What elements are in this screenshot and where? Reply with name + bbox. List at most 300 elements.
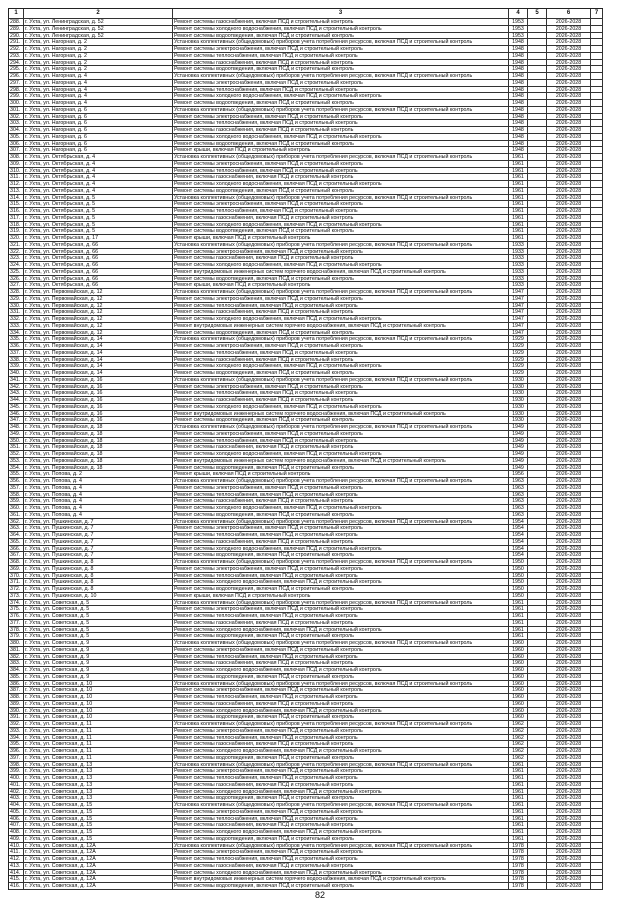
empty-cell <box>591 687 603 693</box>
period-cell: 2026-2028 <box>547 849 591 855</box>
work-cell: Ремонт системы водоотведения, включая ПСД и строительный контроль <box>173 836 509 842</box>
empty-cell <box>528 93 547 99</box>
period-cell: 2026-2028 <box>547 492 591 498</box>
table-row <box>9 289 603 296</box>
year-cell: 1960 <box>509 708 528 714</box>
table-row <box>9 114 603 121</box>
work-cell: Ремонт системы газоснабжения, включая ПСД и строительный контроль <box>173 19 509 25</box>
empty-cell <box>528 822 547 828</box>
empty-cell <box>528 242 547 248</box>
row-number: 289. <box>9 26 24 32</box>
table-row <box>9 566 603 573</box>
year-cell: 1961 <box>509 174 528 180</box>
address-cell: г. Ухта, ул. Нагорная, д. 4 <box>24 100 173 106</box>
period-cell: 2026-2028 <box>547 620 591 626</box>
empty-cell <box>591 147 603 153</box>
work-cell: Установка коллективных (общедомовых) приборов учета потребления ресурсов, включая ПСД и строительный контроль <box>173 73 509 79</box>
period-cell: 2026-2028 <box>547 748 591 754</box>
row-number: 414. <box>9 870 24 876</box>
work-cell: Ремонт системы теплоснабжения, включая ПСД и строительный контроль <box>173 303 509 309</box>
empty-cell <box>528 350 547 356</box>
address-cell: г. Ухта, ул. Попова, д. 4 <box>24 492 173 498</box>
empty-cell <box>591 856 603 862</box>
year-cell: 1933 <box>509 269 528 275</box>
empty-cell <box>528 606 547 612</box>
empty-cell <box>528 309 547 315</box>
empty-cell <box>591 60 603 66</box>
year-cell: 1961 <box>509 606 528 612</box>
table-row <box>9 303 603 310</box>
year-cell: 1961 <box>509 816 528 822</box>
work-cell: Ремонт системы водоотведения, включая ПСД и строительный контроль <box>173 100 509 106</box>
empty-cell <box>528 863 547 869</box>
row-number: 388. <box>9 694 24 700</box>
year-cell: 1961 <box>509 228 528 234</box>
work-cell: Ремонт системы газоснабжения, включая ПСД и строительный контроль <box>173 397 509 403</box>
row-number: 324. <box>9 262 24 268</box>
empty-cell <box>528 377 547 383</box>
empty-cell <box>591 876 603 882</box>
address-cell: г. Ухта, ул. Октябрьская, д. 66 <box>24 249 173 255</box>
row-number: 328. <box>9 289 24 295</box>
work-cell: Ремонт системы водоотведения, включая ПСД и строительный контроль <box>173 552 509 558</box>
empty-cell <box>591 161 603 167</box>
period-cell: 2026-2028 <box>547 478 591 484</box>
table-row <box>9 755 603 762</box>
work-cell: Ремонт системы электроснабжения, включая ПСД и строительный контроль <box>173 525 509 531</box>
period-cell: 2026-2028 <box>547 390 591 396</box>
row-number: 385. <box>9 674 24 680</box>
work-cell: Ремонт системы холодного водоснабжения, включая ПСД и строительный контроль <box>173 134 509 140</box>
table-row <box>9 802 603 809</box>
year-cell: 1963 <box>509 485 528 491</box>
empty-cell <box>528 262 547 268</box>
empty-cell <box>528 559 547 565</box>
work-cell: Установка коллективных (общедомовых) приборов учета потребления ресурсов, включая ПСД и строительный контроль <box>173 559 509 565</box>
table-row <box>9 161 603 168</box>
address-cell: г. Ухта, ул. Советская, д. 5 <box>24 620 173 626</box>
table-row <box>9 795 603 802</box>
year-cell: 1948 <box>509 39 528 45</box>
work-cell: Ремонт системы газоснабжения, включая ПСД и строительный контроль <box>173 215 509 221</box>
address-cell: г. Ухта, ул. Октябрьская, д. 66 <box>24 276 173 282</box>
year-cell: 1954 <box>509 519 528 525</box>
empty-cell <box>591 681 603 687</box>
table-row <box>9 269 603 276</box>
table-row <box>9 377 603 384</box>
work-cell: Ремонт системы холодного водоснабжения, включая ПСД и строительный контроль <box>173 748 509 754</box>
row-number: 317. <box>9 215 24 221</box>
table-row <box>9 660 603 667</box>
empty-cell <box>591 829 603 835</box>
work-cell: Ремонт системы электроснабжения, включая ПСД и строительный контроль <box>173 809 509 815</box>
period-cell: 2026-2028 <box>547 255 591 261</box>
empty-cell <box>528 417 547 423</box>
row-number: 291. <box>9 39 24 45</box>
year-cell: 1978 <box>509 870 528 876</box>
address-cell: г. Ухта, ул. Пушкинская, д. 7 <box>24 532 173 538</box>
period-cell: 2026-2028 <box>547 66 591 72</box>
period-cell: 2026-2028 <box>547 26 591 32</box>
year-cell: 1960 <box>509 654 528 660</box>
address-cell: г. Ухта, ул. Октябрьская, д. 5 <box>24 215 173 221</box>
empty-cell <box>528 681 547 687</box>
empty-cell <box>528 411 547 417</box>
period-cell: 2026-2028 <box>547 465 591 471</box>
table-row <box>9 552 603 559</box>
empty-cell <box>591 201 603 207</box>
empty-cell <box>528 282 547 288</box>
table-row <box>9 147 603 154</box>
empty-cell <box>528 870 547 876</box>
empty-cell <box>591 323 603 329</box>
row-number: 329. <box>9 296 24 302</box>
row-number: 378. <box>9 627 24 633</box>
address-cell: г. Ухта, ул. Советская, д. 15 <box>24 829 173 835</box>
period-cell: 2026-2028 <box>547 647 591 653</box>
empty-cell <box>591 633 603 639</box>
address-cell: г. Ухта, ул. Советская, д. 11 <box>24 748 173 754</box>
work-cell: Ремонт крыши, включая ПСД и строительный контроль <box>173 147 509 153</box>
empty-cell <box>528 208 547 214</box>
table-row <box>9 154 603 161</box>
year-cell: 1929 <box>509 336 528 342</box>
work-cell: Ремонт системы холодного водоснабжения, включая ПСД и строительный контроль <box>173 505 509 511</box>
period-cell: 2026-2028 <box>547 627 591 633</box>
empty-cell <box>528 147 547 153</box>
row-number: 344. <box>9 397 24 403</box>
empty-cell <box>528 73 547 79</box>
row-number: 356. <box>9 478 24 484</box>
period-cell: 2026-2028 <box>547 215 591 221</box>
period-cell: 2026-2028 <box>547 188 591 194</box>
work-cell: Ремонт системы газоснабжения, включая ПСД и строительный контроль <box>173 127 509 133</box>
table-row <box>9 141 603 148</box>
year-cell: 1948 <box>509 120 528 126</box>
row-number: 363. <box>9 525 24 531</box>
period-cell: 2026-2028 <box>547 485 591 491</box>
work-cell: Ремонт системы газоснабжения, включая ПСД и строительный контроль <box>173 620 509 626</box>
work-cell: Ремонт системы водоотведения, включая ПСД и строительный контроль <box>173 586 509 592</box>
year-cell: 1930 <box>509 377 528 383</box>
year-cell: 1947 <box>509 316 528 322</box>
empty-cell <box>528 26 547 32</box>
empty-cell <box>591 674 603 680</box>
table-row <box>9 26 603 33</box>
table-row <box>9 262 603 269</box>
address-cell: г. Ухта, ул. Нагорная, д. 6 <box>24 147 173 153</box>
empty-cell <box>528 168 547 174</box>
year-cell: 1961 <box>509 789 528 795</box>
empty-cell <box>591 107 603 113</box>
row-number: 406. <box>9 816 24 822</box>
work-cell: Ремонт системы электроснабжения, включая ПСД и строительный контроль <box>173 114 509 120</box>
period-cell: 2026-2028 <box>547 87 591 93</box>
empty-cell <box>591 755 603 761</box>
year-cell: 1949 <box>509 444 528 450</box>
row-number: 374. <box>9 600 24 606</box>
empty-cell <box>528 39 547 45</box>
table-row <box>9 458 603 465</box>
empty-cell <box>528 249 547 255</box>
address-cell: г. Ухта, ул. Октябрьская, д. 4 <box>24 168 173 174</box>
table-row <box>9 640 603 647</box>
table-row <box>9 620 603 627</box>
address-cell: г. Ухта, ул. Первомайская, д. 12 <box>24 289 173 295</box>
year-cell: 1963 <box>509 505 528 511</box>
empty-cell <box>591 87 603 93</box>
row-number: 355. <box>9 471 24 477</box>
address-cell: г. Ухта, ул. Пушкинская, д. 7 <box>24 546 173 552</box>
empty-cell <box>528 431 547 437</box>
row-number: 360. <box>9 505 24 511</box>
work-cell: Ремонт системы электроснабжения, включая ПСД и строительный контроль <box>173 296 509 302</box>
work-cell: Установка коллективных (общедомовых) приборов учета потребления ресурсов, включая ПСД и строительный контроль <box>173 843 509 849</box>
table-row <box>9 323 603 330</box>
row-number: 333. <box>9 323 24 329</box>
empty-cell <box>528 276 547 282</box>
period-cell: 2026-2028 <box>547 593 591 599</box>
year-cell: 1960 <box>509 667 528 673</box>
address-cell: г. Ухта, ул. Октябрьская, д. 4 <box>24 188 173 194</box>
address-cell: г. Ухта, ул. Советская, д. 10 <box>24 687 173 693</box>
empty-cell <box>591 249 603 255</box>
empty-cell <box>528 195 547 201</box>
year-cell: 1949 <box>509 451 528 457</box>
column-header-3: 3 <box>173 9 509 18</box>
empty-cell <box>591 262 603 268</box>
repair-schedule-table <box>8 8 603 890</box>
empty-cell <box>591 559 603 565</box>
table-row <box>9 249 603 256</box>
period-cell: 2026-2028 <box>547 870 591 876</box>
work-cell: Ремонт системы электроснабжения, включая ПСД и строительный контроль <box>173 485 509 491</box>
work-cell: Установка коллективных (общедомовых) приборов учета потребления ресурсов, включая ПСД и строительный контроль <box>173 336 509 342</box>
address-cell: г. Ухта, ул. Первомайская, д. 16 <box>24 377 173 383</box>
empty-cell <box>591 66 603 72</box>
period-cell: 2026-2028 <box>547 755 591 761</box>
column-header-1: 1 <box>9 9 24 18</box>
work-cell: Ремонт крыши, включая ПСД и строительный контроль <box>173 593 509 599</box>
period-cell: 2026-2028 <box>547 802 591 808</box>
empty-cell <box>528 141 547 147</box>
table-row <box>9 829 603 836</box>
year-cell: 1948 <box>509 53 528 59</box>
row-number: 311. <box>9 174 24 180</box>
table-row <box>9 593 603 600</box>
work-cell: Ремонт крыши, включая ПСД и строительный контроль <box>173 235 509 241</box>
work-cell: Ремонт системы электроснабжения, включая ПСД и строительный контроль <box>173 566 509 572</box>
work-cell: Ремонт системы электроснабжения, включая ПСД и строительный контроль <box>173 249 509 255</box>
empty-cell <box>591 390 603 396</box>
empty-cell <box>591 235 603 241</box>
year-cell: 1950 <box>509 586 528 592</box>
row-number: 372. <box>9 586 24 592</box>
row-number: 321. <box>9 242 24 248</box>
work-cell: Ремонт системы холодного водоснабжения, включая ПСД и строительный контроль <box>173 789 509 795</box>
empty-cell <box>591 343 603 349</box>
period-cell: 2026-2028 <box>547 262 591 268</box>
table-row <box>9 181 603 188</box>
table-row <box>9 809 603 816</box>
year-cell: 1950 <box>509 573 528 579</box>
table-row <box>9 748 603 755</box>
table-row <box>9 127 603 134</box>
empty-cell <box>528 100 547 106</box>
empty-cell <box>528 721 547 727</box>
year-cell: 1961 <box>509 627 528 633</box>
row-number: 292. <box>9 46 24 52</box>
year-cell: 1960 <box>509 640 528 646</box>
empty-cell <box>591 600 603 606</box>
empty-cell <box>591 451 603 457</box>
address-cell: г. Ухта, ул. Первомайская, д. 14 <box>24 363 173 369</box>
empty-cell <box>591 606 603 612</box>
address-cell: г. Ухта, ул. Первомайская, д. 16 <box>24 404 173 410</box>
empty-cell <box>591 438 603 444</box>
empty-cell <box>528 573 547 579</box>
year-cell: 1949 <box>509 438 528 444</box>
empty-cell <box>528 512 547 518</box>
empty-cell <box>528 735 547 741</box>
period-cell: 2026-2028 <box>547 114 591 120</box>
row-number: 387. <box>9 687 24 693</box>
table-row <box>9 701 603 708</box>
empty-cell <box>528 478 547 484</box>
year-cell: 1933 <box>509 276 528 282</box>
period-cell: 2026-2028 <box>547 721 591 727</box>
row-number: 395. <box>9 741 24 747</box>
empty-cell <box>528 775 547 781</box>
empty-cell <box>528 539 547 545</box>
year-cell: 1961 <box>509 822 528 828</box>
address-cell: г. Ухта, ул. Пушкинская, д. 7 <box>24 552 173 558</box>
table-row <box>9 876 603 883</box>
period-cell: 2026-2028 <box>547 471 591 477</box>
empty-cell <box>528 600 547 606</box>
work-cell: Ремонт системы газоснабжения, включая ПСД и строительный контроль <box>173 444 509 450</box>
table-row <box>9 863 603 870</box>
row-number: 302. <box>9 114 24 120</box>
period-cell: 2026-2028 <box>547 667 591 673</box>
year-cell: 1962 <box>509 735 528 741</box>
table-row <box>9 546 603 553</box>
work-cell: Ремонт системы газоснабжения, включая ПСД и строительный контроль <box>173 60 509 66</box>
address-cell: г. Ухта, ул. Советская, д. 9 <box>24 674 173 680</box>
table-row <box>9 350 603 357</box>
period-cell: 2026-2028 <box>547 674 591 680</box>
work-cell: Ремонт системы холодного водоснабжения, включая ПСД и строительный контроль <box>173 667 509 673</box>
year-cell: 1950 <box>509 579 528 585</box>
period-cell: 2026-2028 <box>547 343 591 349</box>
empty-cell <box>591 735 603 741</box>
period-cell: 2026-2028 <box>547 444 591 450</box>
row-number: 342. <box>9 384 24 390</box>
period-cell: 2026-2028 <box>547 816 591 822</box>
row-number: 393. <box>9 728 24 734</box>
period-cell: 2026-2028 <box>547 222 591 228</box>
table-row <box>9 438 603 445</box>
empty-cell <box>528 633 547 639</box>
work-cell: Ремонт системы холодного водоснабжения, включая ПСД и строительный контроль <box>173 93 509 99</box>
empty-cell <box>591 654 603 660</box>
row-number: 358. <box>9 492 24 498</box>
empty-cell <box>591 836 603 842</box>
table-row <box>9 168 603 175</box>
row-number: 310. <box>9 168 24 174</box>
empty-cell <box>528 647 547 653</box>
year-cell: 1961 <box>509 222 528 228</box>
table-row <box>9 633 603 640</box>
empty-cell <box>528 694 547 700</box>
period-cell: 2026-2028 <box>547 161 591 167</box>
work-cell: Ремонт системы холодного водоснабжения, включая ПСД и строительный контроль <box>173 26 509 32</box>
row-number: 312. <box>9 181 24 187</box>
address-cell: г. Ухта, ул. Первомайская, д. 12 <box>24 323 173 329</box>
period-cell: 2026-2028 <box>547 546 591 552</box>
work-cell: Ремонт крыши, включая ПСД и строительный контроль <box>173 471 509 477</box>
address-cell: г. Ухта, ул. Первомайская, д. 18 <box>24 451 173 457</box>
year-cell: 1978 <box>509 876 528 882</box>
row-number: 361. <box>9 512 24 518</box>
empty-cell <box>528 728 547 734</box>
address-cell: г. Ухта, ул. Нагорная, д. 6 <box>24 141 173 147</box>
table-row <box>9 667 603 674</box>
year-cell: 1953 <box>509 26 528 32</box>
empty-cell <box>591 444 603 450</box>
period-cell: 2026-2028 <box>547 829 591 835</box>
address-cell: г. Ухта, ул. Советская, д. 5 <box>24 613 173 619</box>
address-cell: г. Ухта, ул. Октябрьская, д. 66 <box>24 242 173 248</box>
year-cell: 1930 <box>509 404 528 410</box>
year-cell: 1930 <box>509 397 528 403</box>
work-cell: Установка коллективных (общедомовых) приборов учета потребления ресурсов, включая ПСД и строительный контроль <box>173 39 509 45</box>
empty-cell <box>528 519 547 525</box>
row-number: 375. <box>9 606 24 612</box>
year-cell: 1949 <box>509 424 528 430</box>
empty-cell <box>528 667 547 673</box>
period-cell: 2026-2028 <box>547 660 591 666</box>
empty-cell <box>591 741 603 747</box>
period-cell: 2026-2028 <box>547 80 591 86</box>
empty-cell <box>591 53 603 59</box>
empty-cell <box>528 505 547 511</box>
period-cell: 2026-2028 <box>547 640 591 646</box>
empty-cell <box>528 154 547 160</box>
row-number: 412. <box>9 856 24 862</box>
row-number: 335. <box>9 336 24 342</box>
table-row <box>9 228 603 235</box>
period-cell: 2026-2028 <box>547 822 591 828</box>
row-number: 330. <box>9 303 24 309</box>
address-cell: г. Ухта, ул. Первомайская, д. 18 <box>24 438 173 444</box>
table-row <box>9 107 603 114</box>
period-cell: 2026-2028 <box>547 519 591 525</box>
address-cell: г. Ухта, ул. Советская, д. 13 <box>24 782 173 788</box>
empty-cell <box>591 647 603 653</box>
empty-cell <box>528 485 547 491</box>
work-cell: Установка коллективных (общедомовых) приборов учета потребления ресурсов, включая ПСД и строительный контроль <box>173 154 509 160</box>
period-cell: 2026-2028 <box>547 795 591 801</box>
empty-cell <box>591 46 603 52</box>
empty-cell <box>528 384 547 390</box>
row-number: 386. <box>9 681 24 687</box>
table-row <box>9 100 603 107</box>
empty-cell <box>528 424 547 430</box>
row-number: 364. <box>9 532 24 538</box>
empty-cell <box>528 546 547 552</box>
period-cell: 2026-2028 <box>547 316 591 322</box>
